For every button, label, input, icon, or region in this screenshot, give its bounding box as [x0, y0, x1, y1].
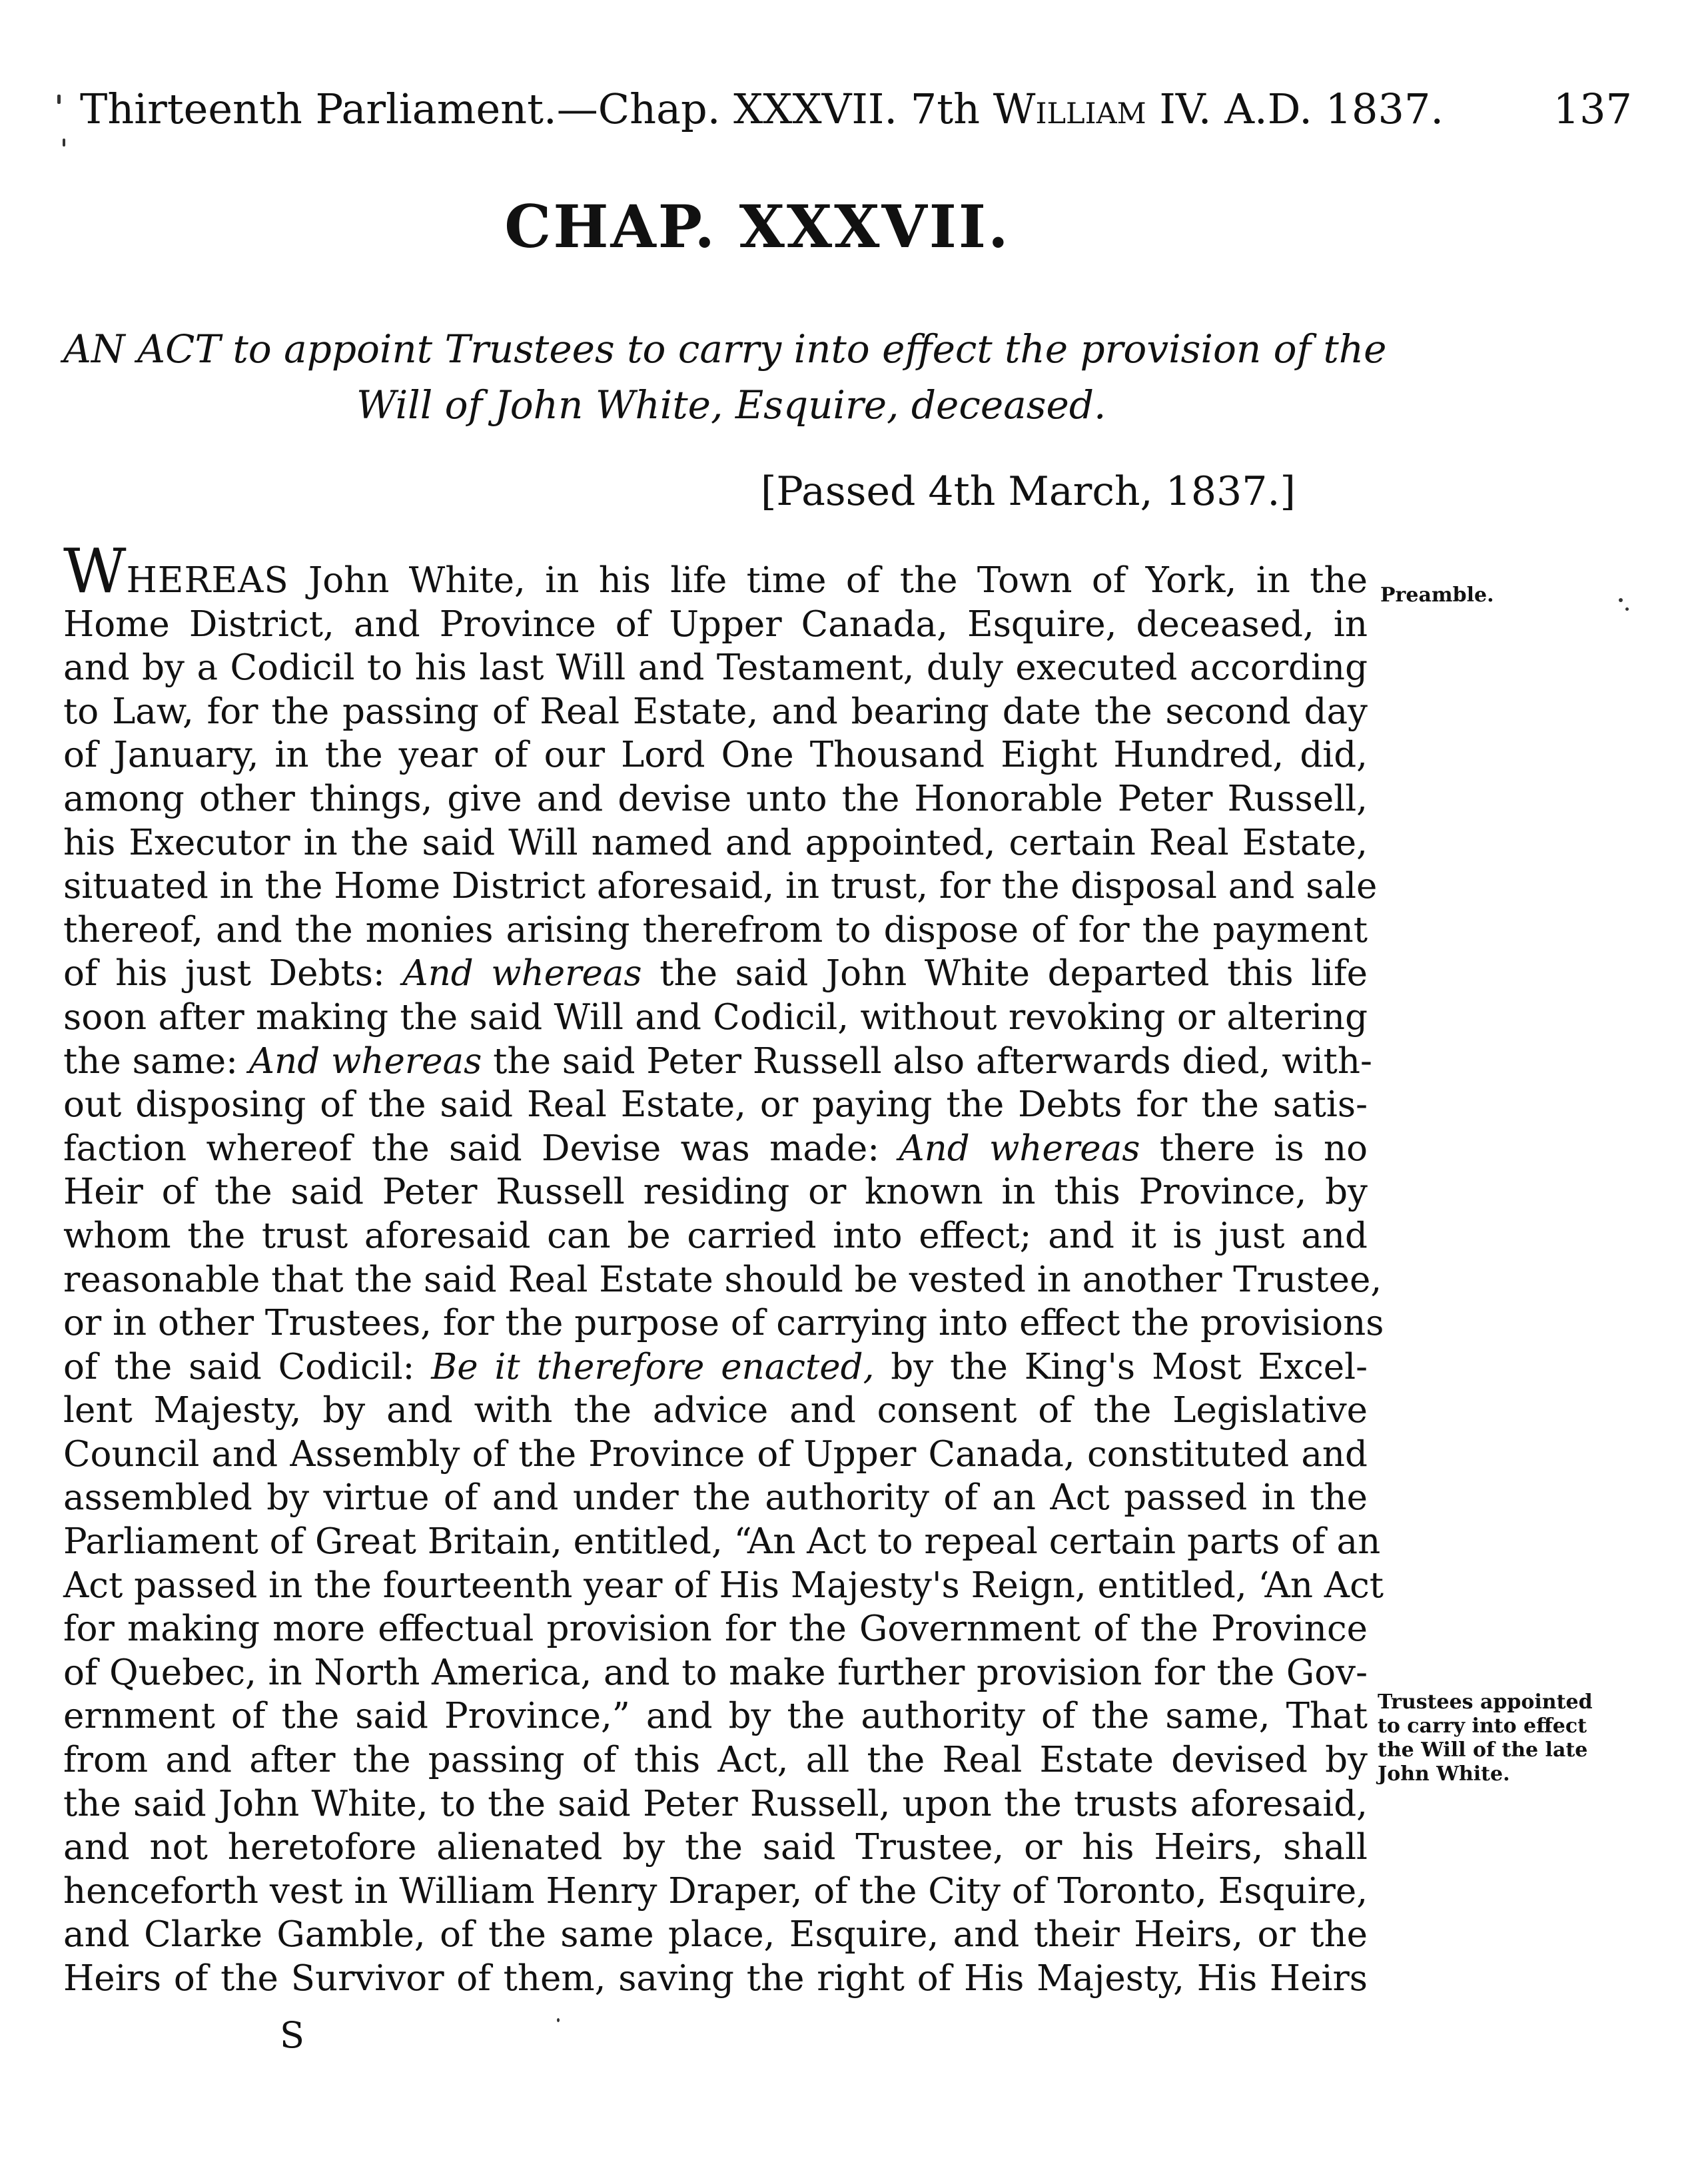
text-line: situated in the Home District aforesaid, in trust, for the disposal and sale	[63, 866, 1378, 907]
text-line: lent Majesty, by and with the advice and consent of the Legislative	[63, 1390, 1368, 1431]
text-line: the said John White, to the said Peter Russell, upon the trusts aforesaid,	[63, 1783, 1368, 1824]
text-line: Act passed in the fourteenth year of His Majesty's Reign, entitled, ‘An Act	[63, 1565, 1384, 1606]
act-title-line-2: Will of John White, Esquire, deceased.	[356, 382, 1106, 428]
margin-note-line: John White.	[1378, 1762, 1510, 1786]
text-line: and by a Codicil to his last Will and Testament, duly executed according	[63, 647, 1368, 689]
text-line: Home District, and Province of Upper Canada, Esquire, deceased, in	[63, 603, 1368, 645]
passed-date: [Passed 4th March, 1837.]	[761, 468, 1296, 515]
text-line: from and after the passing of this Act, all the Real Estate devised by	[63, 1740, 1368, 1781]
text-line: thereof, and the monies arising therefrom to dispose of for the payment	[63, 909, 1368, 950]
text-line: or in other Trustees, for the purpose of carrying into effect the provisions	[63, 1303, 1384, 1344]
running-title: Thirteenth Parliament.—Chap. XXXVII. 7th William IV. A.D. 1837.	[80, 85, 1444, 133]
text-line: of January, in the year of our Lord One Thousand Eight Hundred, did,	[63, 735, 1368, 776]
print-speck	[1619, 598, 1623, 602]
margin-note-preamble: Preamble.	[1380, 583, 1494, 607]
print-speck	[63, 139, 65, 147]
chapter-heading: CHAP. XXXVII.	[504, 192, 1011, 261]
act-title	[63, 321, 1387, 433]
print-speck	[57, 95, 61, 104]
drop-cap: W	[63, 536, 127, 607]
text-line: to Law, for the passing of Real Estate, and bearing date the second day	[63, 691, 1368, 732]
text-line: out disposing of the said Real Estate, or paying the Debts for the satis-	[63, 1084, 1368, 1126]
text-line: and not heretofore alienated by the said Trustee, or his Heirs, shall	[63, 1827, 1368, 1868]
preamble-paragraph	[63, 536, 1384, 2001]
text-line: WHEREAS John White, in his life time of the Town of York, in the	[63, 536, 1368, 607]
text-line: Heir of the said Peter Russell residing or known in this Province, by	[63, 1172, 1368, 1213]
text-line: his Executor in the said Will named and appointed, certain Real Estate,	[63, 822, 1368, 863]
act-title-line-1: AN ACT to appoint Trustees to carry into effect the provision of the	[63, 326, 1387, 372]
page-number: 137	[1553, 85, 1632, 133]
margin-note-trustees	[1378, 1690, 1593, 1786]
margin-note-line: to carry into effect	[1378, 1714, 1587, 1738]
text-line: of Quebec, in North America, and to make further provision for the Gov-	[63, 1652, 1368, 1693]
text-line: the same: And whereas the said Peter Russell also afterwards died, with-	[63, 1040, 1372, 1082]
text-line: Heirs of the Survivor of them, saving the right of His Majesty, His Heirs	[63, 1958, 1368, 1999]
text-line: of the said Codicil: Be it therefore enacted, by the King's Most Excel-	[63, 1346, 1368, 1387]
text-line: soon after making the said Will and Codicil, without revoking or altering	[63, 996, 1368, 1038]
text-line: Parliament of Great Britain, entitled, “An Act to repeal certain parts of an	[63, 1521, 1381, 1563]
text-line: Council and Assembly of the Province of Upper Canada, constituted and	[63, 1433, 1368, 1475]
text-line: faction whereof the said Devise was made: And whereas there is no	[63, 1128, 1368, 1169]
print-speck	[557, 2018, 560, 2022]
text-line: and Clarke Gamble, of the same place, Esquire, and their Heirs, or the	[63, 1914, 1368, 1956]
signature-mark: S	[280, 2014, 304, 2056]
text-line: henceforth vest in William Henry Draper, of the City of Toronto, Esquire,	[63, 1870, 1368, 1912]
text-line: ernment of the said Province,” and by the authority of the same, That	[63, 1696, 1368, 1737]
text-line: reasonable that the said Real Estate should be vested in another Trustee,	[63, 1259, 1382, 1300]
text-line: for making more effectual provision for the Government of the Province	[63, 1609, 1368, 1650]
margin-note-line: Trustees appointed	[1378, 1690, 1593, 1714]
text-line: among other things, give and devise unto the Honorable Peter Russell,	[63, 778, 1368, 819]
print-speck	[1625, 607, 1629, 611]
text-line: of his just Debts: And whereas the said John White departed this life	[63, 953, 1368, 994]
text-line: whom the trust aforesaid can be carried into effect; and it is just and	[63, 1215, 1368, 1256]
margin-note-line: the Will of the late	[1378, 1738, 1588, 1762]
text-line: assembled by virtue of and under the authority of an Act passed in the	[63, 1477, 1368, 1519]
